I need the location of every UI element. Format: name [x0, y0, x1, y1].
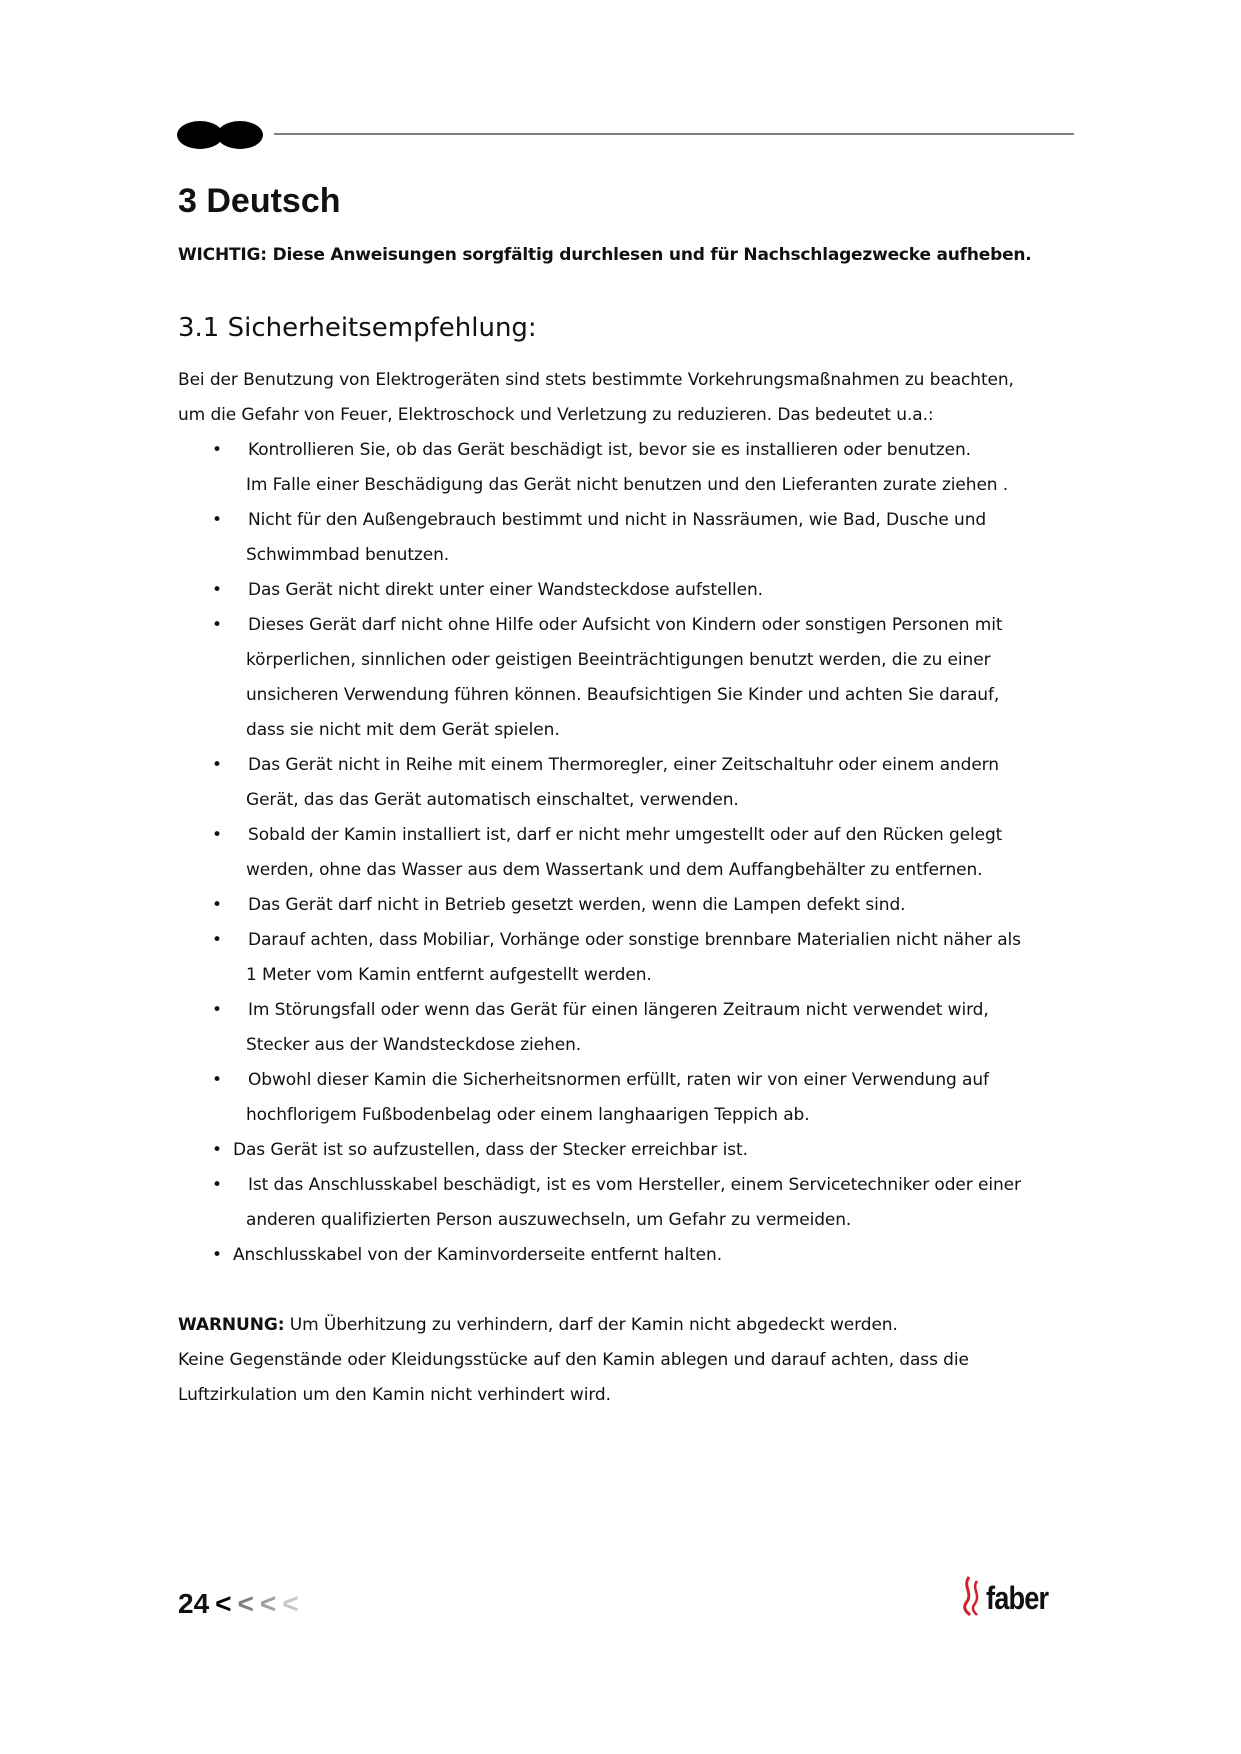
bullet-line: anderen qualifizierten Person auszuwechseln, um Gefahr zu vermeiden. [246, 1210, 852, 1230]
bullet-line: Gerät, das das Gerät automatisch einschaltet, verwenden. [246, 790, 739, 810]
bullet-item [178, 748, 1078, 818]
bullet-item [178, 433, 1078, 503]
bullet-icon: • [212, 930, 222, 950]
bullet-item [178, 1063, 1078, 1133]
bullet-icon: • [212, 1140, 222, 1160]
bullet-line: Anschlusskabel von der Kaminvorderseite entfernt halten. [233, 1245, 722, 1265]
bullet-line: hochflorigem Fußbodenbelag oder einem langhaarigen Teppich ab. [246, 1105, 810, 1125]
intro-line: um die Gefahr von Feuer, Elektroschock und Verletzung zu reduzieren. Das bedeutet u.a.: [178, 405, 934, 425]
bullet-item [178, 923, 1078, 993]
warning-line: Luftzirkulation um den Kamin nicht verhindert wird. [178, 1385, 611, 1405]
bullet-line: Das Gerät nicht in Reihe mit einem Thermoregler, einer Zeitschaltuhr oder einem andern [248, 755, 999, 775]
bullet-line: Das Gerät nicht direkt unter einer Wandsteckdose aufstellen. [248, 580, 763, 600]
spacer [178, 1273, 1078, 1308]
bullet-line: Stecker aus der Wandsteckdose ziehen. [246, 1035, 582, 1055]
flame-icon [960, 1575, 986, 1617]
bullet-item [178, 1238, 1078, 1273]
page-number-block [178, 1588, 299, 1620]
chapter-title: 3 Deutsch [178, 182, 341, 220]
bullet-icon: • [212, 755, 222, 775]
bullet-icon: • [212, 1175, 222, 1195]
bullet-line: Im Störungsfall oder wenn das Gerät für einen längeren Zeitraum nicht verwendet wird, [248, 1000, 989, 1020]
section-title: 3.1 Sicherheitsempfehlung: [178, 313, 537, 343]
bullet-line: Kontrollieren Sie, ob das Gerät beschädigt ist, bevor sie es installieren oder benutzen. [248, 440, 971, 460]
page-chevrons [209, 1588, 298, 1619]
bullet-line: dass sie nicht mit dem Gerät spielen. [246, 720, 560, 740]
bullet-line: Im Falle einer Beschädigung das Gerät nicht benutzen und den Lieferanten zurate ziehen . [246, 475, 1009, 495]
bullet-item [178, 503, 1078, 573]
bullet-line: körperlichen, sinnlichen oder geistigen Beeinträchtigungen benutzt werden, die zu einer [246, 650, 991, 670]
important-notice: WICHTIG: Diese Anweisungen sorgfältig durchlesen und für Nachschlagezwecke aufheben. [178, 245, 1032, 265]
intro-line: Bei der Benutzung von Elektrogeräten sind stets bestimmte Vorkehrungsmaßnahmen zu beachten, [178, 370, 1014, 390]
bullet-icon: • [212, 1070, 222, 1090]
warning-label: WARNUNG: [178, 1315, 285, 1335]
logo-text: faber [986, 1580, 1049, 1616]
bullet-line: Ist das Anschlusskabel beschädigt, ist es vom Hersteller, einem Servicetechniker oder einer [248, 1175, 1021, 1195]
bullet-line: Das Gerät ist so aufzustellen, dass der Stecker erreichbar ist. [233, 1140, 748, 1160]
bullet-item [178, 818, 1078, 888]
bullet-icon: • [212, 615, 222, 635]
warning-line [178, 1308, 1078, 1343]
faber-logo [960, 1575, 1059, 1617]
warning-text: Um Überhitzung zu verhindern, darf der Kamin nicht abgedeckt werden. [284, 1315, 898, 1335]
bullet-line: werden, ohne das Wasser aus dem Wassertank und dem Auffangbehälter zu entfernen. [246, 860, 983, 880]
bullet-item [178, 993, 1078, 1063]
section-body [178, 363, 1078, 1413]
chevron-icon: < [237, 1588, 254, 1619]
bullet-item [178, 1133, 1078, 1168]
bullet-item [178, 888, 1078, 923]
bullet-icon: • [212, 825, 222, 845]
page-number: 24 [178, 1588, 210, 1619]
bullet-line: Nicht für den Außengebrauch bestimmt und nicht in Nassräumen, wie Bad, Dusche und [248, 510, 987, 530]
bullet-icon: • [212, 1000, 222, 1020]
bullet-icon: • [212, 895, 222, 915]
bullet-line: 1 Meter vom Kamin entfernt aufgestellt werden. [246, 965, 652, 985]
chevron-icon: < [259, 1588, 277, 1619]
chevron-icon: < [282, 1588, 299, 1619]
bullet-line: Sobald der Kamin installiert ist, darf er nicht mehr umgestellt oder auf den Rücken gelegt [248, 825, 1003, 845]
warning-line: Keine Gegenstände oder Kleidungsstücke auf den Kamin ablegen und darauf achten, dass die [178, 1350, 969, 1370]
bullet-line: Schwimmbad benutzen. [246, 545, 450, 565]
bullet-item [178, 1168, 1078, 1238]
chevron-icon: < [215, 1588, 232, 1619]
bullet-icon: • [212, 580, 222, 600]
bullet-line: Dieses Gerät darf nicht ohne Hilfe oder Aufsicht von Kindern oder sonstigen Personen mit [248, 615, 1003, 635]
bullet-line: unsicheren Verwendung führen können. Beaufsichtigen Sie Kinder und achten Sie darauf, [246, 685, 1000, 705]
bullet-line: Das Gerät darf nicht in Betrieb gesetzt werden, wenn die Lampen defekt sind. [248, 895, 906, 915]
bullet-line: Obwohl dieser Kamin die Sicherheitsnormen erfüllt, raten wir von einer Verwendung auf [248, 1070, 989, 1090]
header-dots-decoration [177, 121, 267, 149]
bullet-icon: • [212, 510, 222, 530]
bullet-item [178, 573, 1078, 608]
bullet-item [178, 608, 1078, 748]
header-rule [274, 133, 1074, 135]
bullet-icon: • [212, 1245, 222, 1265]
bullet-icon: • [212, 440, 222, 460]
bullet-line: Darauf achten, dass Mobiliar, Vorhänge oder sonstige brennbare Materialien nicht näher als [248, 930, 1021, 950]
